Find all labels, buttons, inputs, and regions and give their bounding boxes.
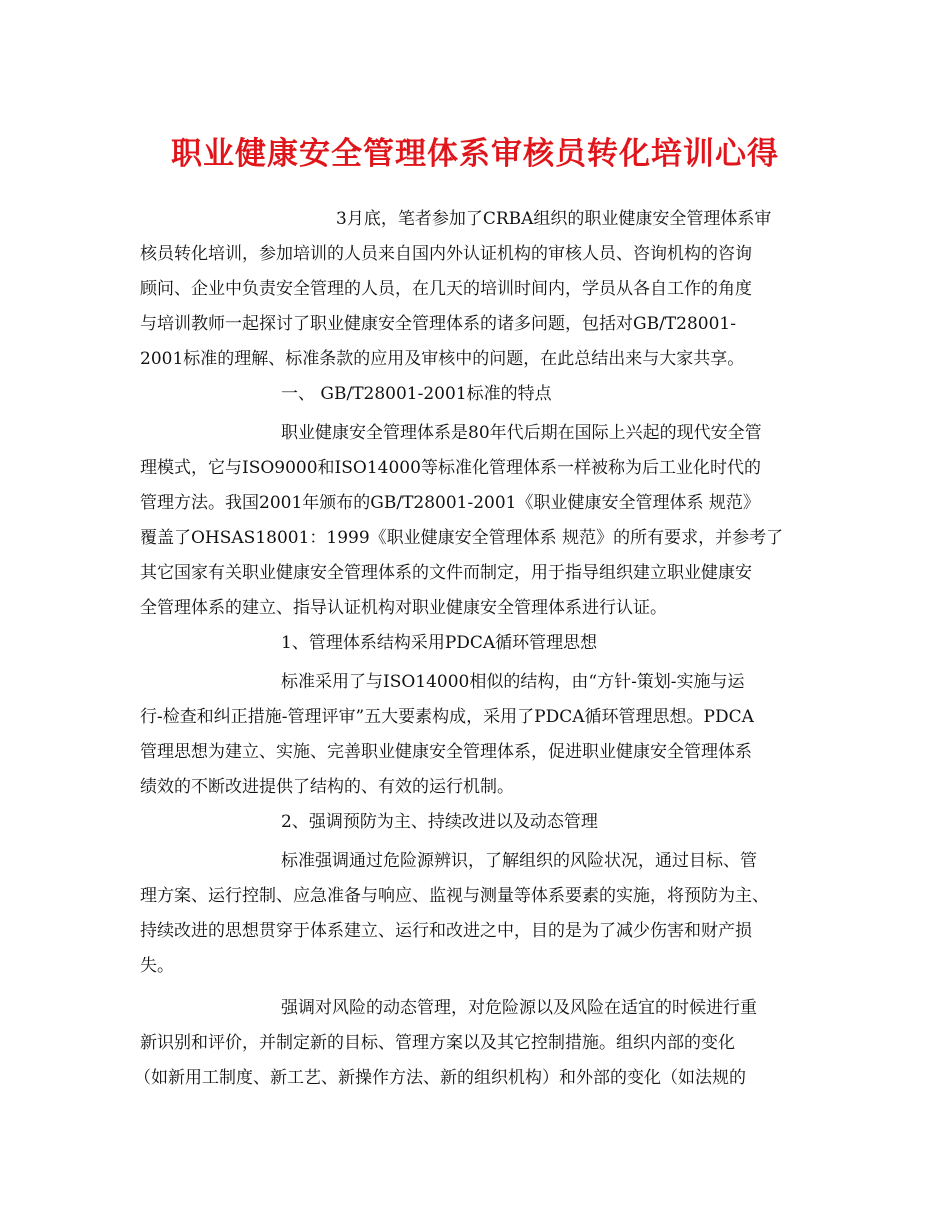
paragraph-line: 标准强调通过危险源辨识，了解组织的风险状况，通过目标、管 [281, 851, 757, 871]
paragraph-line: 全管理体系的建立、指导认证机构对职业健康安全管理体系进行认证。 [140, 598, 667, 618]
paragraph-line: 新识别和评价，并制定新的目标、管理方案以及其它控制措施。组织内部的变化 [140, 1033, 735, 1053]
paragraph-line: 理方案、运行控制、应急准备与响应、监视与测量等体系要素的实施，将预防为主、 [140, 886, 769, 906]
section-heading: 2、强调预防为主、持续改进以及动态管理 [281, 812, 598, 832]
paragraph-line: 其它国家有关职业健康安全管理体系的文件而制定，用于指导组织建立职业健康安 [140, 563, 752, 583]
document-title: 职业健康安全管理体系审核员转化培训心得 [171, 136, 779, 172]
section-heading: 一、 GB/T28001-2001标准的特点 [281, 384, 552, 404]
paragraph-line: 失。 [140, 956, 174, 976]
paragraph-line: 强调对风险的动态管理，对危险源以及风险在适宜的时候进行重 [281, 998, 757, 1018]
paragraph-line: 持续改进的思想贯穿于体系建立、运行和改进之中，目的是为了减少伤害和财产损 [140, 921, 752, 941]
paragraph-line: 行-检查和纠正措施-管理评审”五大要素构成，采用了PDCA循环管理思想。PDCA [140, 707, 754, 727]
paragraph-line: 与培训教师一起探讨了职业健康安全管理体系的诸多问题，包括对GB/T28001- [140, 314, 736, 334]
paragraph-line: 覆盖了OHSAS18001：1999《职业健康安全管理体系 规范》的所有要求，并参考了 [140, 528, 784, 548]
paragraph-line: 管理方法。我国2001年颁布的GB/T28001-2001《职业健康安全管理体系 规范》 [140, 493, 760, 513]
paragraph-line: 3月底，笔者参加了CRBA组织的职业健康安全管理体系审 [336, 209, 772, 229]
paragraph-line: 标准采用了与ISO14000相似的结构，由“方针-策划-实施与运 [281, 672, 745, 692]
paragraph-line: （如新用工制度、新工艺、新操作方法、新的组织机构）和外部的变化（如法规的 [134, 1068, 746, 1088]
paragraph-line: 理模式，它与ISO9000和ISO14000等标准化管理体系一样被称为后工业化时代的 [140, 458, 761, 478]
paragraph-line: 核员转化培训，参加培训的人员来自国内外认证机构的审核人员、咨询机构的咨询 [140, 244, 752, 264]
section-heading: 1、管理体系结构采用PDCA循环管理思想 [281, 633, 598, 653]
paragraph-line: 2001标准的理解、标准条款的应用及审核中的问题，在此总结出来与大家共享。 [140, 349, 745, 369]
paragraph-line: 职业健康安全管理体系是80年代后期在国际上兴起的现代安全管 [281, 423, 762, 443]
paragraph-line: 绩效的不断改进提供了结构的、有效的运行机制。 [140, 777, 514, 797]
paragraph-line: 顾问、企业中负责安全管理的人员，在几天的培训时间内，学员从各自工作的角度 [140, 279, 752, 299]
paragraph-line: 管理思想为建立、实施、完善职业健康安全管理体系，促进职业健康安全管理体系 [140, 742, 752, 762]
